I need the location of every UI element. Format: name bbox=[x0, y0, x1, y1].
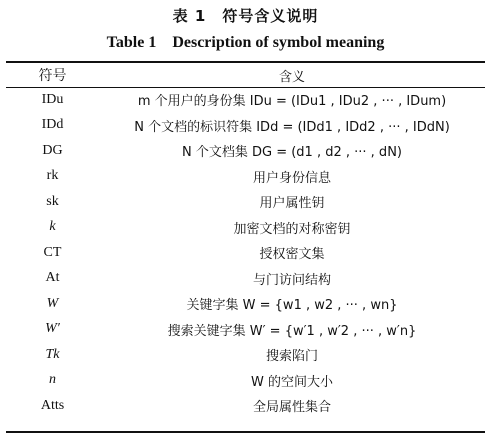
meaning-cell: N 个文档的标识符集 IDd = (IDd1 , IDd2 , ··· , IDdN) bbox=[134, 119, 450, 135]
table-row bbox=[6, 368, 485, 394]
meaning-cell: W 的空间大小 bbox=[251, 374, 333, 390]
meaning-cell: 搜索陷门 bbox=[265, 349, 318, 365]
table-row bbox=[6, 113, 485, 139]
table-row bbox=[6, 393, 485, 419]
table-row bbox=[6, 164, 485, 190]
symbol-cell: sk bbox=[46, 193, 59, 209]
header-meaning: 含义 bbox=[278, 69, 305, 85]
symbol-cell: At bbox=[45, 270, 60, 286]
symbol-cell: W′ bbox=[45, 321, 60, 337]
table-bottom-rule bbox=[6, 431, 485, 433]
table-caption-english: Table 1 Description of symbol meaning bbox=[106, 34, 385, 51]
meaning-cell: 全局属性集合 bbox=[252, 400, 331, 416]
meaning-cell: 搜索关键字集 W′ = {w′1 , w′2 , ··· , w′n} bbox=[167, 323, 417, 339]
table-row bbox=[6, 291, 485, 317]
meaning-cell: 关键字集 W = {w1 , w2 , ··· , wn} bbox=[186, 298, 398, 314]
symbol-cell: IDd bbox=[41, 117, 64, 133]
header-symbol: 符号 bbox=[38, 68, 67, 84]
meaning-cell: 加密文档的对称密钥 bbox=[233, 221, 351, 237]
symbol-cell: k bbox=[49, 219, 56, 235]
meaning-cell: 授权密文集 bbox=[259, 247, 325, 263]
symbol-cell: DG bbox=[42, 142, 63, 158]
symbol-cell: CT bbox=[43, 244, 62, 260]
table-row bbox=[6, 317, 485, 343]
symbol-cell: W bbox=[46, 295, 59, 311]
symbol-table bbox=[6, 63, 485, 419]
table-row bbox=[6, 138, 485, 164]
table-row bbox=[6, 342, 485, 368]
symbol-cell: Tk bbox=[45, 346, 60, 362]
table-caption-chinese: 表 1 符号含义说明 bbox=[172, 7, 319, 25]
symbol-cell: IDu bbox=[41, 91, 64, 107]
meaning-cell: m 个用户的身份集 IDu = (IDu1 , IDu2 , ··· , IDum) bbox=[137, 94, 447, 110]
table-row bbox=[6, 215, 485, 241]
meaning-cell: 用户属性钥 bbox=[259, 196, 325, 212]
table-row bbox=[6, 189, 485, 215]
table-row bbox=[6, 87, 485, 113]
table-row bbox=[6, 240, 485, 266]
meaning-cell: 与门访问结构 bbox=[252, 272, 331, 288]
table-row bbox=[6, 266, 485, 292]
symbol-cell: n bbox=[49, 372, 56, 388]
table-header-row bbox=[6, 63, 485, 87]
meaning-cell: N 个文档集 DG = (d1 , d2 , ··· , dN) bbox=[182, 145, 402, 161]
meaning-cell: 用户身份信息 bbox=[252, 170, 331, 186]
symbol-cell: Atts bbox=[40, 397, 65, 413]
symbol-cell: rk bbox=[46, 168, 59, 184]
